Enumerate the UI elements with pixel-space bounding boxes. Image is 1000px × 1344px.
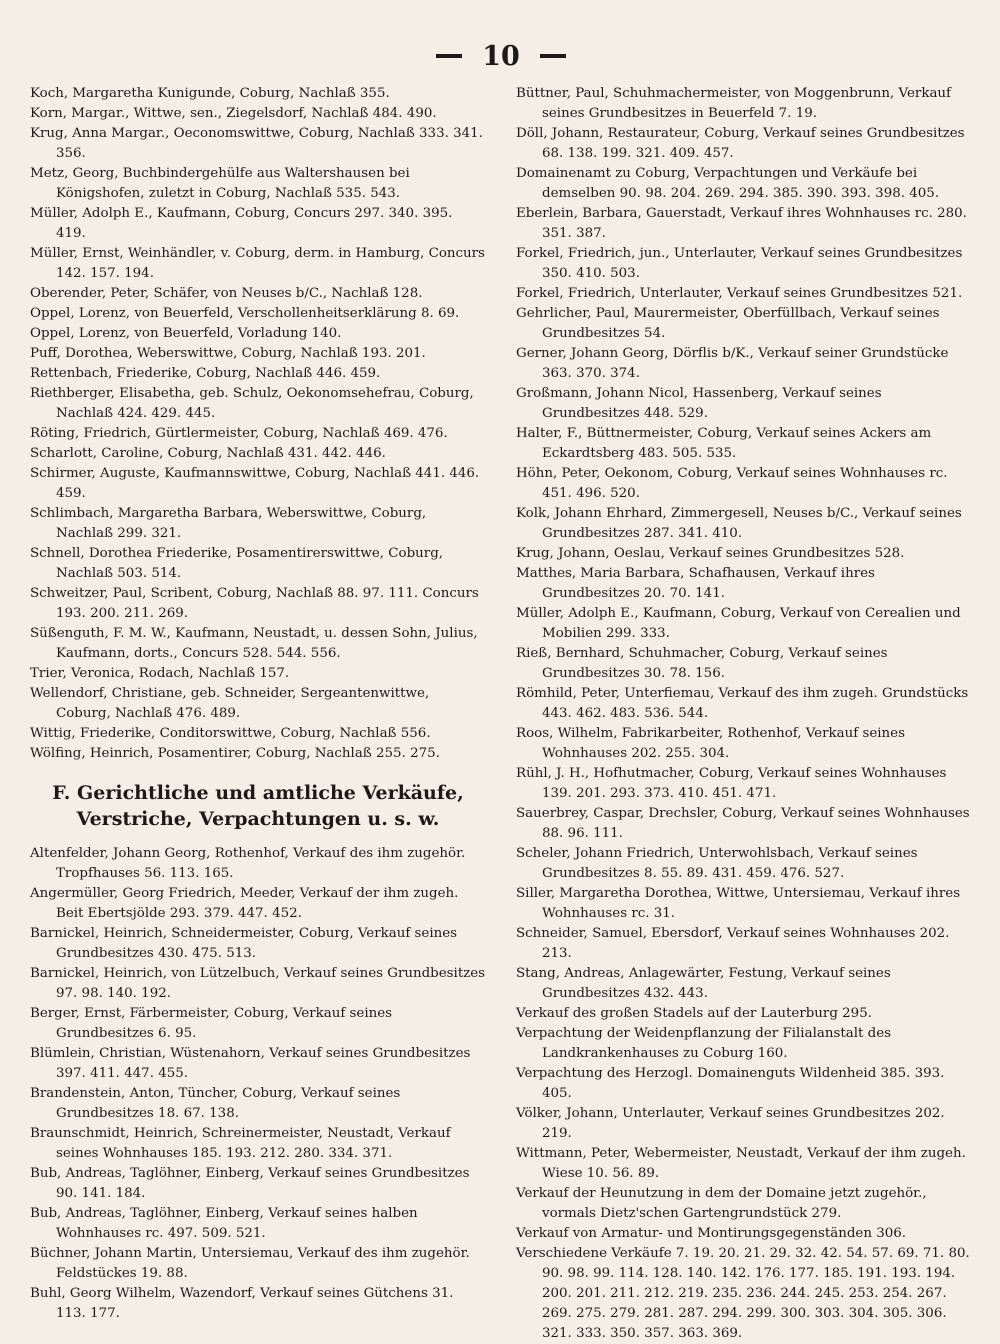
index-entry: Forkel, Friedrich, Unterlauter, Verkauf seines Grundbesitzes 521.: [516, 286, 963, 301]
index-entry: Berger, Ernst, Färbermeister, Coburg, Verkauf seines Grundbesitzes 6. 95.: [30, 1006, 393, 1041]
index-entry: Stang, Andreas, Anlagewärter, Festung, Verkauf seines Grundbesitzes 432. 443.: [516, 966, 891, 1001]
index-entry: Oppel, Lorenz, von Beuerfeld, Vorladung 140.: [30, 326, 342, 341]
index-entry: Rieß, Bernhard, Schuhmacher, Coburg, Verkauf seines Grundbesitzes 30. 78. 156.: [516, 646, 888, 681]
index-entry: Schlimbach, Margaretha Barbara, Weberswittwe, Coburg, Nachlaß 299. 321.: [30, 506, 427, 541]
index-entry: Krug, Johann, Oeslau, Verkauf seines Grundbesitzes 528.: [516, 546, 905, 561]
two-column-body: [30, 84, 972, 1344]
index-entry: Völker, Johann, Unterlauter, Verkauf seines Grundbesitzes 202. 219.: [516, 1106, 945, 1141]
index-entry: Buhl, Georg Wilhelm, Wazendorf, Verkauf seines Gütchens 31. 113. 177.: [30, 1286, 454, 1321]
page-number: 10: [482, 40, 520, 72]
index-entry: Eberlein, Barbara, Gauerstadt, Verkauf ihres Wohnhauses rc. 280. 351. 387.: [516, 206, 967, 241]
index-entry: Müller, Adolph E., Kaufmann, Coburg, Verkauf von Cerealien und Mobilien 299. 333.: [516, 606, 961, 641]
index-entry: Barnickel, Heinrich, von Lützelbuch, Verkauf seines Grundbesitzes 97. 98. 140. 192.: [30, 966, 486, 1001]
index-entry: Verkauf der Heunutzung in dem der Domaine jetzt zugehör., vormals Dietz'schen Gartengrundstück 279.: [516, 1186, 927, 1221]
index-entry: Koch, Margaretha Kunigunde, Coburg, Nachlaß 355.: [30, 86, 390, 101]
index-entry: Röting, Friedrich, Gürtlermeister, Coburg, Nachlaß 469. 476.: [30, 426, 448, 441]
index-entry: Verpachtung des Herzogl. Domainenguts Wildenheid 385. 393. 405.: [516, 1066, 945, 1101]
index-entry: Siller, Margaretha Dorothea, Wittwe, Untersiemau, Verkauf ihres Wohnhauses rc. 31.: [516, 886, 961, 921]
index-entry: Roos, Wilhelm, Fabrikarbeiter, Rothenhof, Verkauf seines Wohnhauses 202. 255. 304.: [516, 726, 905, 761]
index-entry: Oberender, Peter, Schäfer, von Neuses b/C., Nachlaß 128.: [30, 286, 423, 301]
index-entry: Scharlott, Caroline, Coburg, Nachlaß 431. 442. 446.: [30, 446, 386, 461]
index-entry: Süßenguth, F. M. W., Kaufmann, Neustadt, u. dessen Sohn, Julius, Kaufmann, dorts., Concurs 528. 544. 556.: [30, 626, 478, 661]
index-entry: Blümlein, Christian, Wüstenahorn, Verkauf seines Grundbesitzes 397. 411. 447. 455.: [30, 1046, 471, 1081]
index-entry: Wölfing, Heinrich, Posamentirer, Coburg, Nachlaß 255. 275.: [30, 746, 440, 761]
index-entry: Gehrlicher, Paul, Maurermeister, Oberfüllbach, Verkauf seines Grundbesitzes 54.: [516, 306, 940, 341]
index-entry: Riethberger, Elisabetha, geb. Schulz, Oekonomsehefrau, Coburg, Nachlaß 424. 429. 445.: [30, 386, 474, 421]
index-entry: Bub, Andreas, Taglöhner, Einberg, Verkauf seines Grundbesitzes 90. 141. 184.: [30, 1166, 470, 1201]
left-entries-bottom: [30, 844, 486, 1324]
index-entry: Schirmer, Auguste, Kaufmannswittwe, Coburg, Nachlaß 441. 446. 459.: [30, 466, 480, 501]
index-entry: Büttner, Paul, Schuhmachermeister, von Moggenbrunn, Verkauf seines Grundbesitzes in Beuerfeld 7. 19.: [516, 86, 952, 121]
page-header: [30, 30, 972, 82]
index-entry: Döll, Johann, Restaurateur, Coburg, Verkauf seines Grundbesitzes 68. 138. 199. 321. 409. 457.: [516, 126, 965, 161]
index-entry: Höhn, Peter, Oekonom, Coburg, Verkauf seines Wohnhauses rc. 451. 496. 520.: [516, 466, 948, 501]
index-entry: Scheler, Johann Friedrich, Unterwohlsbach, Verkauf seines Grundbesitzes 8. 55. 89. 431. 459. 476. 527.: [516, 846, 918, 881]
index-entry: Trier, Veronica, Rodach, Nachlaß 157.: [30, 666, 290, 681]
index-entry: Krug, Anna Margar., Oeconomswittwe, Coburg, Nachlaß 333. 341. 356.: [30, 126, 483, 161]
index-entry: Bub, Andreas, Taglöhner, Einberg, Verkauf seines halben Wohnhauses rc. 497. 509. 521.: [30, 1206, 418, 1241]
index-entry: Forkel, Friedrich, jun., Unterlauter, Verkauf seines Grundbesitzes 350. 410. 503.: [516, 246, 963, 281]
section-heading: F. Gerichtliche und amtliche Verkäufe, Verstriche, Verpachtungen u. s. w.: [52, 782, 464, 830]
index-entry: Sauerbrey, Caspar, Drechsler, Coburg, Verkauf seines Wohnhauses 88. 96. 111.: [516, 806, 970, 841]
index-entry: Müller, Adolph E., Kaufmann, Coburg, Concurs 297. 340. 395. 419.: [30, 206, 453, 241]
header-dash-left: [436, 54, 462, 58]
index-entry: Halter, F., Büttnermeister, Coburg, Verkauf seines Ackers am Eckardtsberg 483. 505. 535.: [516, 426, 932, 461]
right-column: [516, 84, 972, 1344]
index-entry: Rettenbach, Friederike, Coburg, Nachlaß 446. 459.: [30, 366, 381, 381]
index-entry: Metz, Georg, Buchbindergehülfe aus Waltershausen bei Königshofen, zuletzt in Coburg, Nachlaß 535. 543.: [30, 166, 410, 201]
index-entry: Wittig, Friederike, Conditorswittwe, Coburg, Nachlaß 556.: [30, 726, 431, 741]
index-entry: Großmann, Johann Nicol, Hassenberg, Verkauf seines Grundbesitzes 448. 529.: [516, 386, 882, 421]
index-entry: Domainenamt zu Coburg, Verpachtungen und Verkäufe bei demselben 90. 98. 204. 269. 294. 385. 390. 393. 398. 405.: [516, 166, 940, 201]
header-dash-right: [540, 54, 566, 58]
index-entry: Puff, Dorothea, Weberswittwe, Coburg, Nachlaß 193. 201.: [30, 346, 426, 361]
index-entry: Oppel, Lorenz, von Beuerfeld, Verschollenheitserklärung 8. 69.: [30, 306, 460, 321]
index-entry: Schneider, Samuel, Ebersdorf, Verkauf seines Wohnhauses 202. 213.: [516, 926, 950, 961]
left-column: [30, 84, 486, 1344]
index-entry: Brandenstein, Anton, Tüncher, Coburg, Verkauf seines Grundbesitzes 18. 67. 138.: [30, 1086, 401, 1121]
index-entry: Verschiedene Verkäufe 7. 19. 20. 21. 29. 32. 42. 54. 57. 69. 71. 80. 90. 98. 99. 114. 128. 140. 142. 176. 177. 185. 191. 193. 194. 200. 201. 211. 212. 219. 235. 236. 244. 245. 253. 254. 267. 269. 275. 279. 281. 287. 294. 299. 300. 303. 304. 305. 306. 321. 333. 350. 357. 363. 369.: [516, 1246, 970, 1341]
index-entry: Gerner, Johann Georg, Dörflis b/K., Verkauf seiner Grundstücke 363. 370. 374.: [516, 346, 949, 381]
index-entry: Schweitzer, Paul, Scribent, Coburg, Nachlaß 88. 97. 111. Concurs 193. 200. 211. 269.: [30, 586, 479, 621]
index-entry: Braunschmidt, Heinrich, Schreinermeister, Neustadt, Verkauf seines Wohnhauses 185. 193. 212. 280. 334. 371.: [30, 1126, 451, 1161]
index-entry: Verpachtung der Weidenpflanzung der Filialanstalt des Landkrankenhauses zu Coburg 160.: [516, 1026, 891, 1061]
index-entry: Rühl, J. H., Hofhutmacher, Coburg, Verkauf seines Wohnhauses 139. 201. 293. 373. 410. 451. 471.: [516, 766, 947, 801]
index-entry: Verkauf des großen Stadels auf der Lauterburg 295.: [516, 1006, 872, 1021]
index-entry: Matthes, Maria Barbara, Schafhausen, Verkauf ihres Grundbesitzes 20. 70. 141.: [516, 566, 875, 601]
index-entry: Altenfelder, Johann Georg, Rothenhof, Verkauf des ihm zugehör. Tropfhauses 56. 113. 165.: [30, 846, 466, 881]
index-entry: Barnickel, Heinrich, Schneidermeister, Coburg, Verkauf seines Grundbesitzes 430. 475. 513.: [30, 926, 458, 961]
index-entry: Angermüller, Georg Friedrich, Meeder, Verkauf der ihm zugeh. Beit Ebertsjölde 293. 379. 447. 452.: [30, 886, 459, 921]
index-entry: Schnell, Dorothea Friederike, Posamentirerswittwe, Coburg, Nachlaß 503. 514.: [30, 546, 444, 581]
index-entry: Wittmann, Peter, Webermeister, Neustadt, Verkauf der ihm zugeh. Wiese 10. 56. 89.: [516, 1146, 966, 1181]
index-entry: Wellendorf, Christiane, geb. Schneider, Sergeantenwittwe, Coburg, Nachlaß 476. 489.: [30, 686, 430, 721]
right-entries: [516, 84, 972, 1344]
index-entry: Römhild, Peter, Unterfiemau, Verkauf des ihm zugeh. Grundstücks 443. 462. 483. 536. 544.: [516, 686, 969, 721]
index-entry: Korn, Margar., Wittwe, sen., Ziegelsdorf, Nachlaß 484. 490.: [30, 106, 437, 121]
index-entry: Büchner, Johann Martin, Untersiemau, Verkauf des ihm zugehör. Feldstückes 19. 88.: [30, 1246, 470, 1281]
left-entries-top: [30, 84, 486, 764]
index-entry: Müller, Ernst, Weinhändler, v. Coburg, derm. in Hamburg, Concurs 142. 157. 194.: [30, 246, 485, 281]
index-entry: Kolk, Johann Ehrhard, Zimmergesell, Neuses b/C., Verkauf seines Grundbesitzes 287. 341. 410.: [516, 506, 962, 541]
index-entry: Verkauf von Armatur- und Montirungsgegenständen 306.: [516, 1226, 907, 1241]
